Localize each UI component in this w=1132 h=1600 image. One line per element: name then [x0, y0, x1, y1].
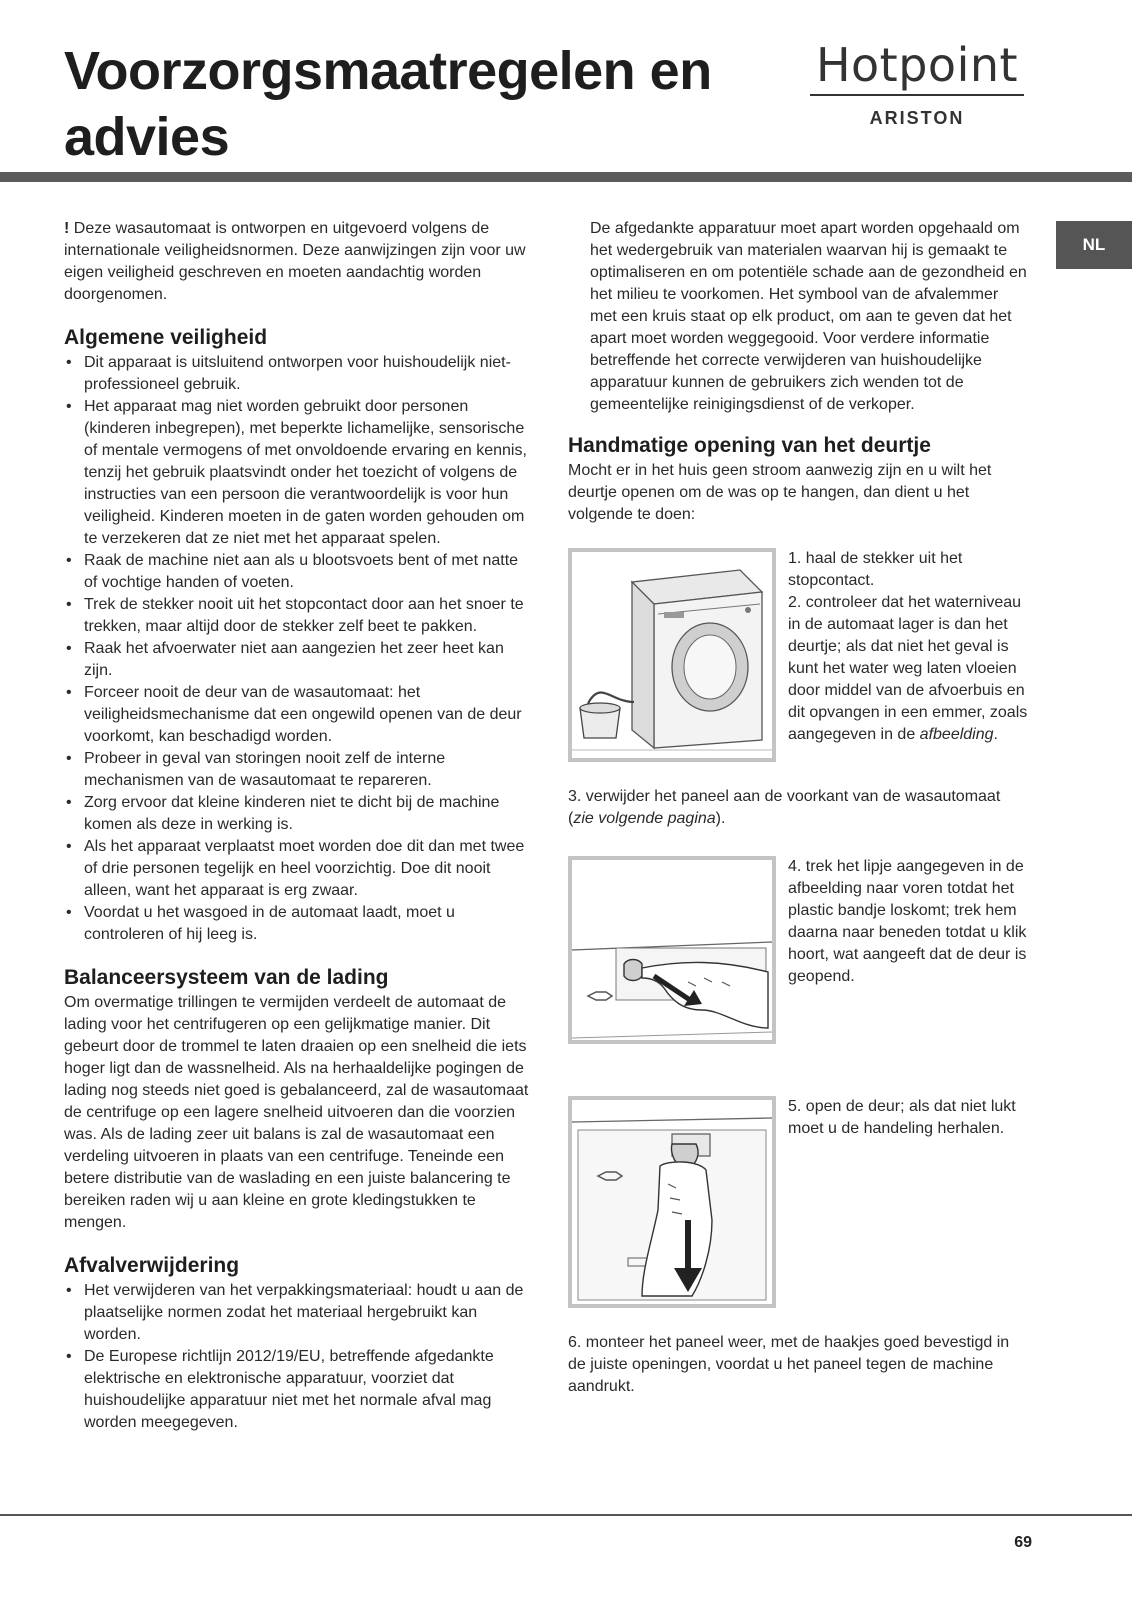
brand-logo: [808, 40, 1026, 129]
list-item: • Het verwijderen van het verpakkingsmateriaal: houdt u aan de plaatselijke normen zodat het materiaal hergebruikt kan worden.: [64, 1280, 534, 1346]
disposal-list: [64, 1280, 534, 1434]
pull-tab-illustration: [572, 860, 772, 1040]
step-5-text: 5. open de deur; als dat niet lukt moet u de handeling herhalen.: [788, 1098, 1016, 1137]
heading-manual-door: Handmatige opening van het deurtje: [568, 434, 931, 457]
disposal-continuation: De afgedankte apparatuur moet apart worden opgehaald om het wedergebruik van materialen waarvan hij is gemaakt te optimaliseren en om potentiële schade aan de gezondheid en het milieu te voorkomen. Het symbool van de afvalemmer met een kruis staat op elk product, om aan te geven dat het apart moet worden weggegooid. Voor verdere informatie betreffende het correcte verwijderen van huishoudelijke apparatuur kunnen de gebruikers zich wenden tot de gemeentelijke reinigingsdienst of de verkoper.: [590, 220, 1027, 413]
figure-pull-down: [568, 1096, 776, 1308]
step-4-text: 4. trek het lipje aangegeven in de afbeelding naar voren totdat het plastic bandje loskomt; trek hem daarna naar beneden totdat u klik hoort, wat aangeeft dat de deur is geopend.: [788, 858, 1027, 985]
list-item: • Probeer in geval van storingen nooit zelf de interne mechanismen van de wasautomaat te repareren.: [64, 748, 534, 792]
brand-name: Hotpoint: [815, 38, 1019, 92]
washer-drain-illustration: [572, 552, 772, 758]
figure-pull-tab: [568, 856, 776, 1044]
list-item: • Raak het afvoerwater niet aan aangezien het zeer heet kan zijn.: [64, 638, 534, 682]
intro-paragraph: [64, 218, 534, 306]
left-column: [64, 218, 534, 1434]
page-title: Voorzorgsmaatregelen en advies: [64, 41, 712, 167]
logo-divider: [810, 94, 1024, 96]
list-item: • Raak de machine niet aan als u blootsvoets bent of met natte of vochtige handen of voeten.: [64, 550, 534, 594]
brand-subname: ARISTON: [869, 108, 965, 128]
figure-washer-drain: [568, 548, 776, 762]
manual-door-intro: Mocht er in het huis geen stroom aanwezig zijn en u wilt het deurtje openen om de was op te hangen, dan dient u het volgende te doen:: [568, 462, 992, 523]
step-5-row: [568, 1096, 1028, 1308]
list-item: • Het apparaat mag niet worden gebruikt door personen (kinderen inbegrepen), met beperkte lichamelijke, sensorische of mentale vermogens of met onvoldoende ervaring en kennis, tenzij het gebruik plaatsvindt onder het toezicht of volgens de instructies van een persoon die verantwoordelijk is voor hun veiligheid. Kinderen moeten in de gaten worden gehouden om te verzekeren dat ze niet met het apparaat spelen.: [64, 396, 534, 550]
footer-rule: [0, 1514, 1132, 1516]
list-item: • Forceer nooit de deur van de wasautomaat: het veiligheidsmechanisme dat een ongewild openen van de deur voorkomt, kan beschadigd worden.: [64, 682, 534, 748]
list-item: • Voordat u het wasgoed in de automaat laadt, moet u controleren of hij leeg is.: [64, 902, 534, 946]
step-1-2-em: afbeelding: [919, 726, 994, 743]
step-4-row: [568, 856, 1028, 1044]
balance-paragraph: Om overmatige trillingen te vermijden verdeelt de automaat de lading voor het centrifugeren op een gelijkmatige manier. Dit gebeurt door de trommel te laten draaien op een snelheid die iets hoger ligt dan de wassnelheid. Als na herhaaldelijke pogingen de lading nog steeds niet goed is gebalanceerd, zal de wasautomaat de centrifuge op een lagere snelheid uitvoeren dan die voorzien was. Als de lading zeer uit balans is zal de wasautomaat een verdeling uitvoeren in plaats van een centrifuge. Teneinde een betere distributie van de waslading en een juiste balancering te bereiken raden wij u aan kleine en grote kledingstukken te mengen.: [64, 994, 529, 1231]
pull-down-illustration: [572, 1100, 772, 1304]
header-rule: [0, 172, 1132, 182]
heading-general-safety: Algemene veiligheid: [64, 326, 268, 349]
step-6-paragraph: 6. monteer het paneel weer, met de haakjes goed bevestigd in de juiste openingen, voordat u het paneel tegen de machine aandrukt.: [568, 1334, 1010, 1395]
step-1-2-body: 1. haal de stekker uit het stopcontact. 2. controleer dat het waterniveau in de automaat lager is dan het deurtje; als dat niet het geval is kunt het water weg laten vloeien door middel van de afvoerbuis en dit opvangen in een emmer, zoals aangegeven in de: [788, 550, 1028, 743]
list-item: • Dit apparaat is uitsluitend ontworpen voor huishoudelijk niet-professioneel gebruik.: [64, 352, 534, 396]
list-item: • Zorg ervoor dat kleine kinderen niet te dicht bij de machine komen als deze in werking is.: [64, 792, 534, 836]
general-safety-list: [64, 352, 534, 946]
step-3-end: ).: [715, 810, 726, 827]
step-1-2-row: [568, 548, 1028, 762]
page-number: 69: [1014, 1534, 1032, 1551]
heading-balance: Balanceersysteem van de lading: [64, 966, 389, 989]
step-3-em: zie volgende pagina: [573, 810, 716, 827]
heading-disposal: Afvalverwijdering: [64, 1254, 240, 1277]
list-item: • De Europese richtlijn 2012/19/EU, betreffende afgedankte elektrische en elektronische apparatuur, voorziet dat huishoudelijke apparatuur niet met het normale afval mag worden meegegeven.: [64, 1346, 534, 1434]
step-3-text: 3. verwijder het paneel aan de voorkant van de wasautomaat (: [568, 788, 1001, 827]
step-3-paragraph: [568, 786, 1028, 830]
warning-mark: !: [64, 220, 70, 237]
list-item: • Als het apparaat verplaatst moet worden doe dit dan met twee of drie personen tegelijk en heel voorzichtig. Doe dit nooit alleen, want het apparaat is erg zwaar.: [64, 836, 534, 902]
right-column: [568, 218, 1028, 1398]
intro-text: Deze wasautomaat is ontworpen en uitgevoerd volgens de internationale veiligheidsnormen. Deze aanwijzingen zijn voor uw eigen veiligheid geschreven en moeten aandachtig worden doorgenomen.: [64, 220, 526, 303]
language-tab: NL: [1056, 221, 1132, 269]
list-item: • Trek de stekker nooit uit het stopcontact door aan het snoer te trekken, maar altijd door de stekker zelf beet te pakken.: [64, 594, 534, 638]
step-1-2-text: 1. haal de stekker uit het stopcontact. 2. controleer dat het waterniveau in de automaat lager is dan het deurtje; als dat niet het geval is kunt het water weg laten vloeien door middel van de afvoerbuis en dit opvangen in een emmer, zoals aangegeven in de afbeelding.: [788, 548, 1028, 746]
